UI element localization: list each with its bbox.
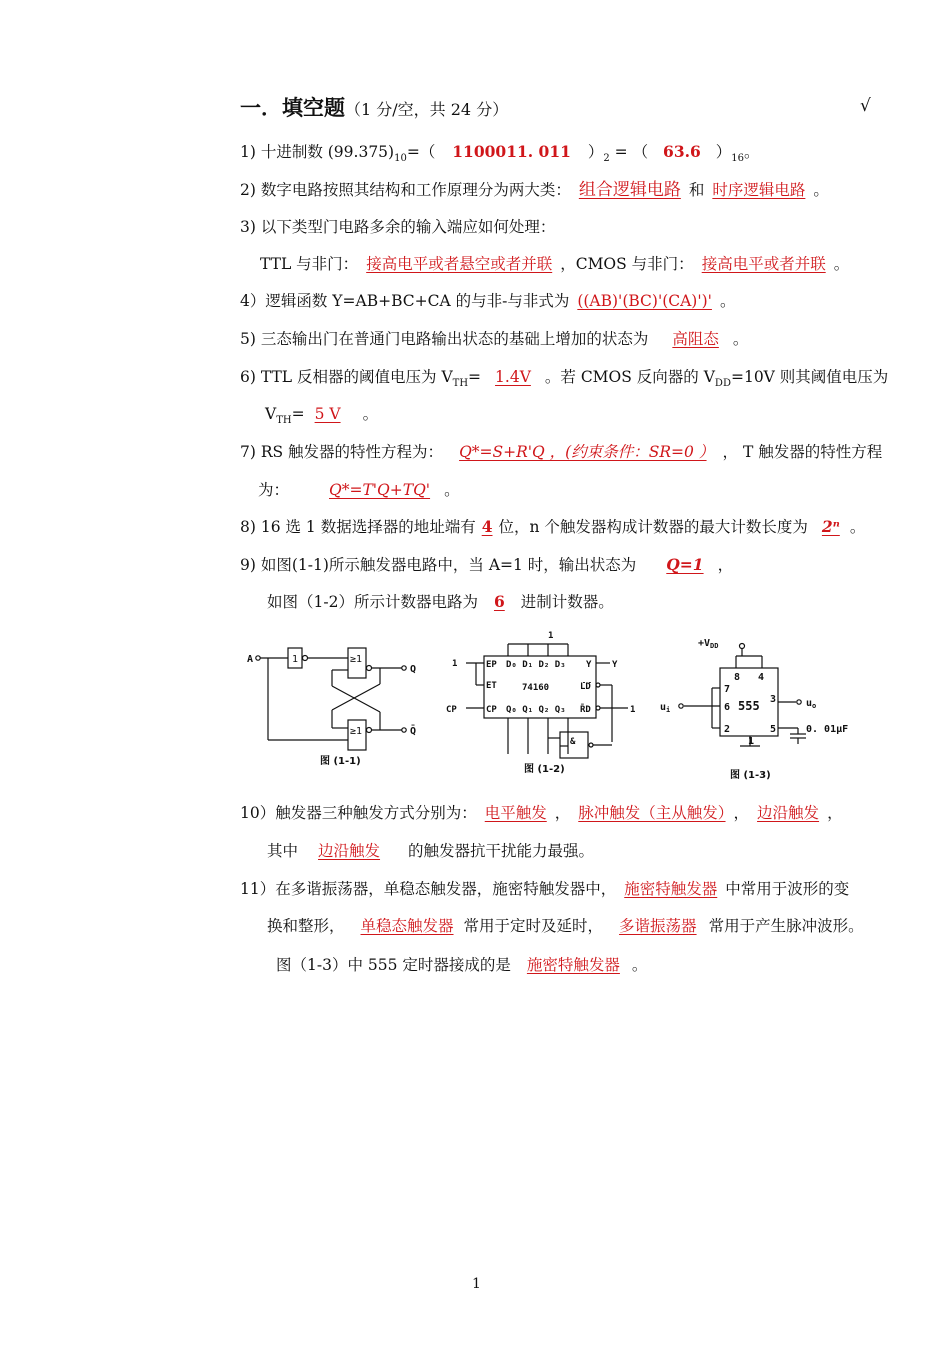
q3-ttl-label: TTL 与非门：	[260, 255, 359, 273]
q7-text: 7) RS 触发器的特性方程为：	[240, 443, 444, 461]
fig2-one-top: 1	[548, 631, 554, 641]
q1-text: 1) 十进制数 (99.375)	[240, 143, 395, 161]
fig3-ui	[660, 702, 670, 714]
question-7	[240, 442, 882, 462]
q9-answer-state: Q=1	[666, 555, 704, 574]
q11-text5: 常用于产生脉冲波形。	[708, 917, 864, 935]
q10-answer-1: 电平触发	[484, 804, 547, 822]
q11-text1: 11）在多谐振荡器，单稳态触发器，施密特触发器中，	[240, 880, 617, 898]
fig3-pin-5: 5	[770, 724, 777, 735]
q7-answer-t: Q*=T'Q+TQ'	[329, 481, 431, 499]
q8-answer-length: 2ⁿ	[821, 517, 840, 536]
fig2-d-pins: D₀ D₁ D₂ D₃	[506, 660, 566, 670]
q11-end: 。	[631, 956, 648, 974]
q11-answer-3: 多谐振荡器	[619, 917, 697, 935]
fig2-one-left: 1	[452, 659, 458, 669]
question-11-line-3	[276, 955, 647, 975]
question-6	[240, 367, 888, 394]
figure-1-1	[244, 640, 434, 775]
q6-eq: =	[291, 405, 305, 423]
fig3-vdd	[698, 638, 718, 650]
fig1-nor-gate-1-label: ≥1	[350, 654, 363, 665]
fig2-one-right: 1	[630, 705, 636, 715]
q3-answer-cmos: 接高电平或者并联	[701, 255, 826, 273]
q6-v: V	[265, 405, 277, 423]
question-8	[240, 517, 865, 537]
q6-text3: 。若 CMOS 反向器的 V	[544, 368, 715, 386]
q11-text3: 换和整形，	[267, 917, 345, 935]
fig2-cp-pin: CP	[486, 705, 497, 715]
q6-text1: 6) TTL 反相器的阈值电压为 V	[240, 368, 453, 386]
q9-end2: 进制计数器。	[520, 593, 614, 611]
q4-end: 。	[719, 292, 736, 310]
q6-text2: =	[468, 368, 482, 386]
q5-text: 5) 三态输出门在普通门电路输出状态的基础上增加的状态为	[240, 330, 649, 348]
q1-text3: ）	[587, 143, 604, 161]
q4-answer: ((AB)'(BC)'(CA)')'	[577, 292, 712, 310]
question-9	[240, 555, 733, 575]
q3-cmos-label: ，CMOS 与非门：	[560, 255, 694, 273]
fig3-chip-label: 555	[738, 699, 760, 713]
fig3-ui-sub: i	[666, 706, 671, 714]
q6-sub-th: TH	[452, 378, 469, 390]
q1-text5: ）	[715, 143, 732, 161]
question-3-line-2	[260, 254, 849, 274]
q1-text6: 。	[743, 143, 760, 161]
fig2-q-pins: Q₀ Q₁ Q₂ Q₃	[506, 705, 566, 715]
q7-mid: ， T 触发器的特性方程	[722, 443, 883, 461]
q2-answer-2: 时序逻辑电路	[712, 181, 806, 199]
q1-text2: =（	[406, 143, 436, 161]
q4-text: 4）逻辑函数 Y=AB+BC+CA 的与非-与非式为	[240, 292, 570, 310]
fig2-rd-pin: R̄D	[580, 705, 591, 715]
fig3-pin-2: 2	[724, 724, 731, 735]
fig3-vdd-sub: DD	[710, 642, 719, 650]
q7-end: 。	[444, 481, 460, 499]
fig3-pin-4: 4	[758, 672, 765, 683]
fig3-pin-7: 7	[724, 684, 731, 695]
fig2-et: ET	[486, 681, 497, 691]
fig2-cp-label: CP	[446, 705, 457, 715]
question-10	[240, 803, 843, 823]
q6-text4: =10V 则其阈值电压为	[730, 368, 889, 386]
q8-text1: 8) 16 选 1 数据选择器的地址端有	[240, 518, 476, 536]
q8-end: 。	[849, 518, 866, 536]
question-4	[240, 291, 735, 311]
question-2	[240, 180, 829, 200]
q10-end1: ，	[827, 804, 843, 822]
question-5	[240, 329, 748, 349]
section-note: （1 分/空，共 24 分）	[345, 100, 509, 119]
fig1-not-gate-label: 1	[292, 654, 299, 665]
q10-text2: 其中	[267, 842, 299, 860]
q5-end: 。	[732, 330, 749, 348]
fig2-y-out: Y	[612, 660, 618, 670]
q10-answer-2: 脉冲触发（主从触发）	[578, 804, 726, 822]
fig3-uo	[806, 698, 816, 710]
fig2-chip-label: 74160	[522, 683, 550, 693]
fig1-label-a: A	[247, 654, 254, 665]
q1-answer-binary: 1100011. 011	[452, 142, 571, 161]
fig1-label-q-bar: Q̄	[410, 726, 417, 737]
fig3-ui-main: u	[660, 702, 667, 713]
q11-answer-4: 施密特触发器	[526, 956, 620, 974]
fig1-caption: 图 (1-1)	[320, 756, 361, 767]
q3-answer-ttl: 接高电平或者悬空或者并联	[366, 255, 553, 273]
q10-text3: 的触发器抗干扰能力最强。	[408, 842, 595, 860]
question-1	[240, 142, 760, 169]
question-7-line-2	[258, 480, 460, 500]
question-3: 3) 以下类型门电路多余的输入端应如何处理：	[240, 218, 556, 236]
q11-answer-1: 施密特触发器	[624, 880, 718, 898]
fig3-caption: 图 (1-3)	[730, 770, 771, 781]
q2-end: 。	[813, 181, 829, 199]
q6-sub-dd: DD	[714, 378, 731, 390]
q8-text2: 位，n 个触发器构成计数器的最大计数长度为	[498, 518, 808, 536]
q8-answer-address: 4	[481, 517, 493, 536]
question-9-line-2	[267, 592, 614, 612]
q10-answer-4: 边沿触发	[318, 842, 381, 860]
fig2-caption: 图 (1-2)	[524, 764, 565, 775]
q10-sep1: ，	[554, 804, 571, 822]
question-11	[240, 879, 849, 899]
fig1-label-q: Q	[410, 664, 417, 675]
fig3-uo-sub: o	[812, 702, 817, 710]
q9-answer-modulo: 6	[493, 592, 505, 611]
q11-text2: 中常用于波形的变	[725, 880, 850, 898]
q2-answer-1: 组合逻辑电路	[578, 180, 681, 200]
fig3-pin-3: 3	[770, 694, 777, 705]
fig3-cap-label: 0. 01μF	[806, 724, 849, 735]
section-title	[240, 92, 508, 122]
question-10-line-2	[267, 841, 594, 861]
figure-1-3	[654, 632, 864, 782]
q1-text4: = （	[609, 143, 649, 161]
fig3-pin-8: 8	[734, 672, 741, 683]
q10-sep2: ，	[733, 804, 750, 822]
q1-sub-10: 10	[394, 153, 407, 165]
q9-end1: ，	[717, 556, 734, 574]
fig3-pin-1: 1	[748, 736, 755, 747]
check-mark: √	[860, 96, 871, 116]
fig3-uo-main: u	[806, 698, 813, 709]
q9-text2: 如图（1-2）所示计数器电路为	[267, 593, 478, 611]
q11-text4: 常用于定时及延时，	[463, 917, 604, 935]
q6-answer-cmos: 5 V	[314, 405, 341, 423]
q1-sub-2: 2	[603, 153, 610, 165]
fig2-ld-pin: LD	[580, 682, 591, 692]
q10-answer-3: 边沿触发	[757, 804, 820, 822]
figure-1-2	[444, 628, 644, 778]
page-number: 1	[472, 1276, 481, 1292]
q1-sub-16: 16	[731, 153, 744, 165]
fig2-ep: EP	[486, 660, 497, 670]
question-6-line-2	[265, 404, 378, 431]
q6-sub-th-2: TH	[276, 415, 292, 427]
fig2-y-pin: Y	[586, 660, 592, 670]
q10-text1: 10）触发器三种触发方式分别为：	[240, 804, 477, 822]
q1-answer-hex: 63.6	[663, 142, 701, 161]
q3-end: 。	[833, 255, 850, 273]
q7-wei: 为：	[258, 481, 290, 499]
q9-text1: 9) 如图(1-1)所示触发器电路中，当 A=1 时，输出状态为	[240, 556, 637, 574]
fig3-pin-6: 6	[724, 702, 731, 713]
q7-answer-rs: Q*=S+R'Q ，(约束条件：SR=0 ）	[459, 443, 707, 461]
q11-answer-2: 单稳态触发器	[360, 917, 454, 935]
q11-text6: 图（1-3）中 555 定时器接成的是	[276, 956, 511, 974]
q5-answer: 高阻态	[672, 330, 719, 348]
question-11-line-2	[267, 916, 864, 936]
q2-text: 2) 数字电路按照其结构和工作原理分为两大类：	[240, 181, 571, 199]
q2-mid: 和	[688, 181, 705, 199]
q6-end: 。	[362, 405, 379, 423]
section-heading: 一．填空题	[240, 95, 345, 120]
fig3-vdd-main: +V	[698, 638, 711, 649]
fig2-and-gate-label: &	[570, 737, 576, 747]
q6-answer-ttl: 1.4V	[495, 368, 531, 386]
fig1-nor-gate-2-label: ≥1	[350, 726, 363, 737]
